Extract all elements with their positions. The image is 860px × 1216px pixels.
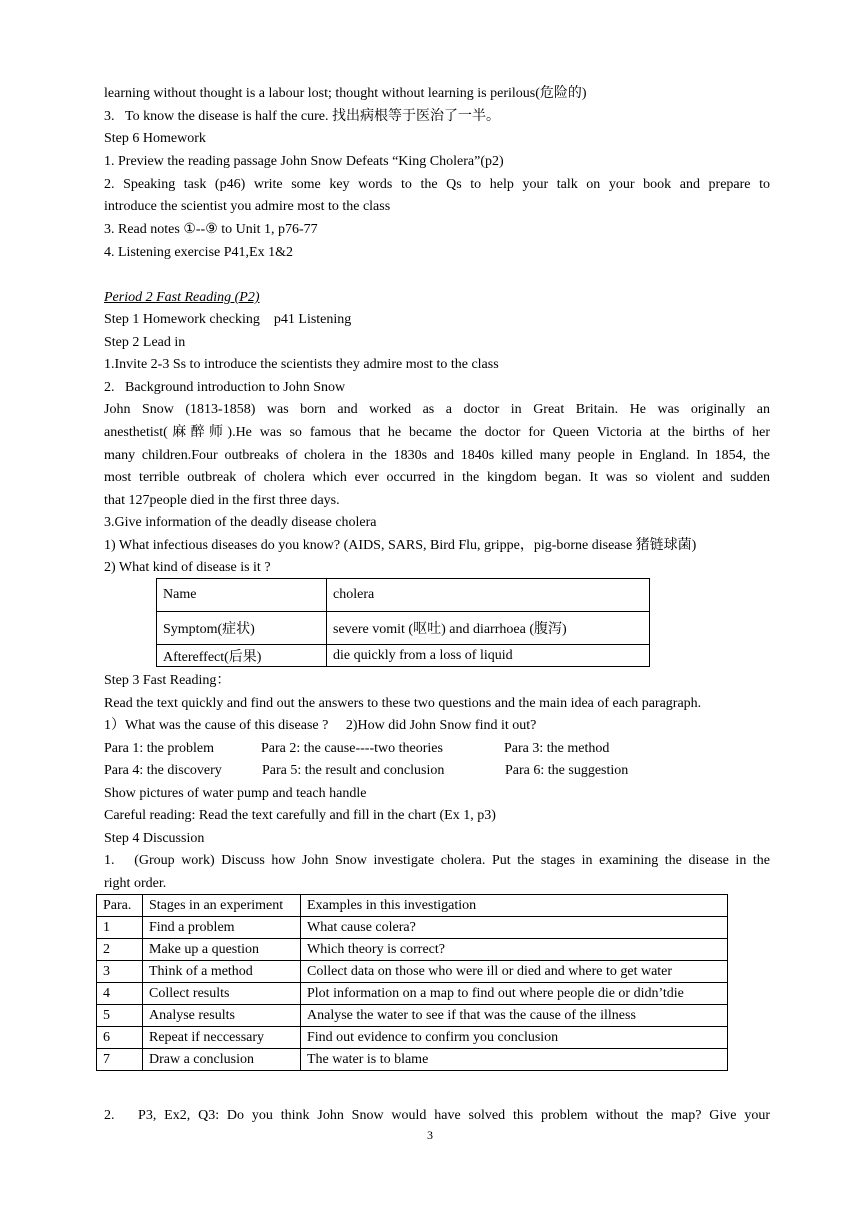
para-summary: Para 2: the cause----two theories [261,741,443,756]
text-line: 1. (Group work) Discuss how John Snow investigate cholera. Put the stages in examining the disease in the [104,853,770,868]
text-line: 4. Listening exercise P41,Ex 1&2 [104,245,293,260]
para-summary: Para 5: the result and conclusion [262,763,445,778]
text-line: anesthetist(麻醉师).He was so famous that he became the doctor for Queen Victoria at the births of her [104,425,770,440]
text-line: 2. Background introduction to John Snow [104,380,346,395]
text-line: most terrible outbreak of cholera which ever occurred in the kingdom began. It was so violent and sudden [104,470,770,485]
table-cell: Collect data on those who were ill or died and where to get water [301,961,728,983]
text-line: that 127people died in the first three days. [104,493,340,508]
table-header-row [97,895,728,917]
table-cell: Think of a method [143,961,301,983]
table-cell: Make up a question [143,939,301,961]
para-summary: Para 1: the problem [104,741,215,756]
table-cell: 7 [97,1049,143,1071]
para-summary: Para 4: the discovery [104,763,222,778]
table-cell: 4 [97,983,143,1005]
text-line: Step 3 Fast Reading： [104,673,231,688]
text-line: 1) What infectious diseases do you know? (AIDS, SARS, Bird Flu, grippe，pig-borne disease 猪链球菌) [104,538,697,553]
table-cell: Name [157,579,327,612]
text-line: 1. Preview the reading passage John Snow Defeats “King Cholera”(p2) [104,154,504,169]
text-line: learning without thought is a labour lost; thought without learning is perilous(危险的) [104,86,587,101]
text-line: 3. Read notes ①--⑨ to Unit 1, p76-77 [104,222,318,237]
text-line: Read the text quickly and find out the answers to these two questions and the main idea of each paragraph. [104,696,702,711]
table-cell: Repeat if neccessary [143,1027,301,1049]
table-cell: 1 [97,917,143,939]
table-row [157,579,650,612]
text-line: Careful reading: Read the text carefully and fill in the chart (Ex 1, p3) [104,808,496,823]
text-line: Step 1 Homework checking p41 Listening [104,312,352,327]
table-cell: 3 [97,961,143,983]
table-row [97,917,728,939]
para-summary: Para 3: the method [504,741,610,756]
text-line: 3. To know the disease is half the cure. 找出病根等于医治了一半。 [104,109,501,124]
table-cell: severe vomit (呕吐) and diarrhoea (腹泻) [327,612,650,645]
para-summary: Para 6: the suggestion [505,763,629,778]
table-row [157,645,650,667]
text-line: 1.Invite 2-3 Ss to introduce the scientists they admire most to the class [104,357,499,372]
text-line: 3.Give information of the deadly disease cholera [104,515,377,530]
text-line: John Snow (1813-1858) was born and worked as a doctor in Great Britain. He was originally an [104,402,770,417]
table-cell: Collect results [143,983,301,1005]
table-cell: die quickly from a loss of liquid [327,645,650,667]
table-row [157,612,650,645]
cholera-info-table [156,578,650,667]
table-cell: Plot information on a map to find out where people die or didn’tdie [301,983,728,1005]
table-cell: Find out evidence to confirm you conclusion [301,1027,728,1049]
table-row [97,983,728,1005]
table-cell: Analyse results [143,1005,301,1027]
text-line: Show pictures of water pump and teach handle [104,786,367,801]
page-number: 3 [427,1128,433,1142]
table-cell: Analyse the water to see if that was the cause of the illness [301,1005,728,1027]
investigation-stages-table [96,894,728,1071]
table-cell: Which theory is correct? [301,939,728,961]
text-line: many children.Four outbreaks of cholera in the 1830s and 1840s killed many people in England. In 1854, the [104,448,770,463]
table-header-cell: Para. [97,895,143,917]
table-row [97,1027,728,1049]
text-line: 2) What kind of disease is it ? [104,560,271,575]
table-row [97,1049,728,1071]
table-cell: Aftereffect(后果) [157,645,327,667]
text-line: introduce the scientist you admire most to the class [104,199,391,214]
heading-step6: Step 6 Homework [104,131,206,146]
text-line: Step 4 Discussion [104,831,205,846]
text-line: 1）What was the cause of this disease ? 2)How did John Snow find it out? [104,718,537,733]
table-header-cell: Stages in an experiment [143,895,301,917]
table-cell: 2 [97,939,143,961]
table-row [97,1005,728,1027]
table-cell: cholera [327,579,650,612]
table-cell: 6 [97,1027,143,1049]
period-heading: Period 2 Fast Reading (P2) [104,290,260,305]
table-row [97,939,728,961]
text-line: right order. [104,876,167,891]
text-line: Step 2 Lead in [104,335,186,350]
text-line: 2. P3, Ex2, Q3: Do you think John Snow would have solved this problem without the map? Give your [104,1108,770,1123]
table-header-cell: Examples in this investigation [301,895,728,917]
table-cell: What cause colera? [301,917,728,939]
text-line: 2. Speaking task (p46) write some key words to the Qs to help your talk on your book and prepare to [104,177,770,192]
table-cell: 5 [97,1005,143,1027]
table-cell: Find a problem [143,917,301,939]
table-cell: Symptom(症状) [157,612,327,645]
table-row [97,961,728,983]
table-cell: Draw a conclusion [143,1049,301,1071]
table-cell: The water is to blame [301,1049,728,1071]
